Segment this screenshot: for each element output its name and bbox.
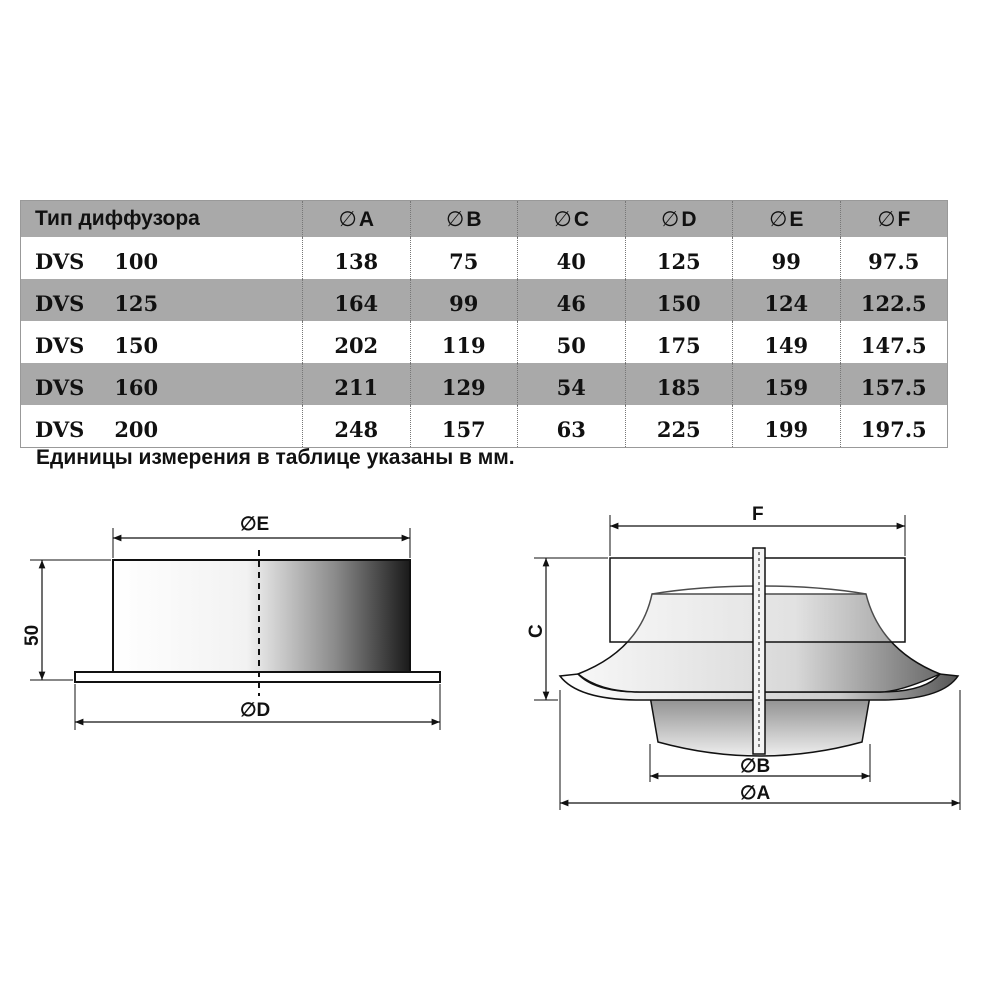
cell-D: 175 xyxy=(625,321,733,363)
cell-model: DVS 150 xyxy=(35,332,159,358)
flange xyxy=(75,672,440,682)
cell-A: 164 xyxy=(303,279,411,321)
cell-E: 124 xyxy=(733,279,841,321)
cell-E: 199 xyxy=(733,405,841,448)
header-E: ∅E xyxy=(733,201,841,238)
units-note: Единицы измерения в таблице указаны в мм. xyxy=(36,446,515,469)
cell-B: 99 xyxy=(410,279,518,321)
cell-C: 40 xyxy=(518,237,626,279)
cell-A: 211 xyxy=(303,363,411,405)
label-F: F xyxy=(752,504,764,525)
cell-E: 149 xyxy=(733,321,841,363)
label-D: ∅D xyxy=(240,700,271,721)
cell-model: DVS 200 xyxy=(35,416,159,442)
cell-E: 159 xyxy=(733,363,841,405)
cell-F: 122.5 xyxy=(840,279,948,321)
cell-A: 138 xyxy=(303,237,411,279)
header-C: ∅C xyxy=(518,201,626,238)
cell-C: 63 xyxy=(518,405,626,448)
cell-B: 129 xyxy=(410,363,518,405)
header-type: Тип диффузора xyxy=(35,207,200,230)
cell-model: DVS 160 xyxy=(35,374,159,400)
cell-D: 225 xyxy=(625,405,733,448)
header-B: ∅B xyxy=(410,201,518,238)
cell-model: DVS 125 xyxy=(35,290,159,316)
cell-B: 75 xyxy=(410,237,518,279)
label-B: ∅B xyxy=(740,756,771,777)
right-drawing xyxy=(526,504,960,810)
cell-C: 54 xyxy=(518,363,626,405)
cell-C: 46 xyxy=(518,279,626,321)
cell-B: 157 xyxy=(410,405,518,448)
cell-A: 202 xyxy=(303,321,411,363)
label-height: 50 xyxy=(22,624,43,646)
cell-C: 50 xyxy=(518,321,626,363)
cell-F: 157.5 xyxy=(840,363,948,405)
cell-F: 147.5 xyxy=(840,321,948,363)
cell-E: 99 xyxy=(733,237,841,279)
header-D: ∅D xyxy=(625,201,733,238)
cell-A: 248 xyxy=(303,405,411,448)
cell-D: 185 xyxy=(625,363,733,405)
cell-F: 197.5 xyxy=(840,405,948,448)
label-C: C xyxy=(526,624,547,638)
cell-D: 150 xyxy=(625,279,733,321)
collar-body xyxy=(113,560,410,672)
label-A: ∅A xyxy=(740,783,771,804)
cell-model: DVS 100 xyxy=(35,248,159,274)
header-A: ∅A xyxy=(303,201,411,238)
cell-F: 97.5 xyxy=(840,237,948,279)
left-drawing xyxy=(22,514,440,730)
cell-D: 125 xyxy=(625,237,733,279)
header-F: ∅F xyxy=(840,201,948,238)
label-E: ∅E xyxy=(240,514,270,535)
cell-B: 119 xyxy=(410,321,518,363)
